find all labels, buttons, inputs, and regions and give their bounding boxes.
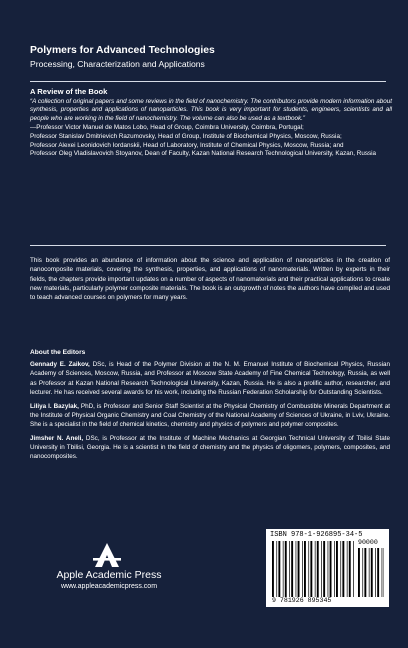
review-attribution-2: Professor Stanislav Dmitrievich Razumovsky, Head of Group, Institute of Biochemical Physics, Moscow, Russia; xyxy=(30,132,342,140)
book-title: Polymers for Advanced Technologies xyxy=(30,45,215,56)
editor-bio xyxy=(30,402,390,430)
editor-text: DSc, is Head of the Polymer Division at the N. M. Emanuel Institute of Biochemical Physics, Russian Academy of Sciences, Moscow, Russia, and Professor at Moscow State Academy of Fine Chemical Technology, Russia, as well as Professor at Kazan National Research Technological University, Kazan, Russia. He is also a prolific author, researcher, and lecturer. He has received several awards for his work, including the Russian Federation Scholarship for Outstanding Scientists. xyxy=(30,361,390,396)
review-attribution-4: Professor Oleg Vladislavovich Stoyanov, Dean of Faculty, Kazan National Research Technological University, Kazan, Russia xyxy=(30,150,377,158)
price-code: 90000 xyxy=(358,539,378,546)
publisher-block xyxy=(44,569,174,592)
editor-name: Jimsher N. Aneli, xyxy=(30,434,84,442)
editor-text: PhD, is Professor and Senior Staff Scientist at the Physical Chemistry of Combustible Minerals Department at the Institute of Physical Organic Chemistry and Coal Chemistry of the National Academy of Sciences of Ukraine, in Lviv, Ukraine. She is a specialist in the field of chemical kinetics, chemistry and physics of polymers and polymer composites. xyxy=(30,402,390,428)
barcode-digits: 9 781926 895345 xyxy=(272,597,332,604)
book-subtitle: Processing, Characterization and Applications xyxy=(30,59,205,69)
title-block xyxy=(30,44,390,70)
review-section xyxy=(30,87,392,159)
barcode-main-icon xyxy=(272,541,354,597)
editor-bio xyxy=(30,434,390,462)
publisher-name: Apple Academic Press xyxy=(56,569,162,581)
divider-bottom xyxy=(30,245,386,246)
review-attribution-3: Professor Alexei Leonidovich Iordanskii, Head of Laboratory, Institute of Chemical Physics, Moscow, Russia; and xyxy=(30,141,344,149)
isbn-label: ISBN 978-1-926895-34-5 xyxy=(270,531,363,539)
review-quote: “A collection of original papers and some reviews in the field of nanochemistry. The contributors provide modern information about synthesis, properties and applications of nanoparticles. This book is very important for students, engineers, scientists and all people who are working in the field of nanochemistry. The volume can also be used as a textbook.” xyxy=(30,98,392,122)
editor-name: Gennady E. Zaikov, xyxy=(30,361,90,369)
barcode-box xyxy=(266,529,389,607)
divider-top xyxy=(30,81,386,82)
barcode-addon-icon xyxy=(358,548,384,597)
publisher-logo-icon xyxy=(92,542,122,568)
editors-section xyxy=(30,348,390,466)
book-description: This book provides an abundance of information about the science and application of nanoparticles in the creation of nanocomposite materials, covering the synthesis, properties, and applications of nanomaterials. Written by experts in their fields, the chapters provide important updates on a number of aspects of nanomaterials and their practical applications to create new materials, particularly polymer composite materials. The book is an outgrowth of notes the authors have compiled and used to teach advanced courses on polymers for many years. xyxy=(30,257,390,301)
publisher-url: www.appleacademicpress.com xyxy=(60,583,158,590)
editor-text: DSc, is Professor at the Institute of Machine Mechanics at Georgian Technical University of Tbilisi State University in Tbilisi, Georgia. He is a scientist in the field of chemistry and the physics of oligomers, polymers, composites, and nanocomposites. xyxy=(30,434,390,461)
review-attribution-1: —Professor Victor Manuel de Matos Lobo, Head of Group, Coimbra University, Coimbra, Portugal; xyxy=(30,123,304,131)
editor-name: Liliya I. Bazylak, xyxy=(30,402,79,410)
editors-heading: About the Editors xyxy=(30,349,86,356)
editor-bio xyxy=(30,360,390,397)
review-heading: A Review of the Book xyxy=(30,87,108,96)
